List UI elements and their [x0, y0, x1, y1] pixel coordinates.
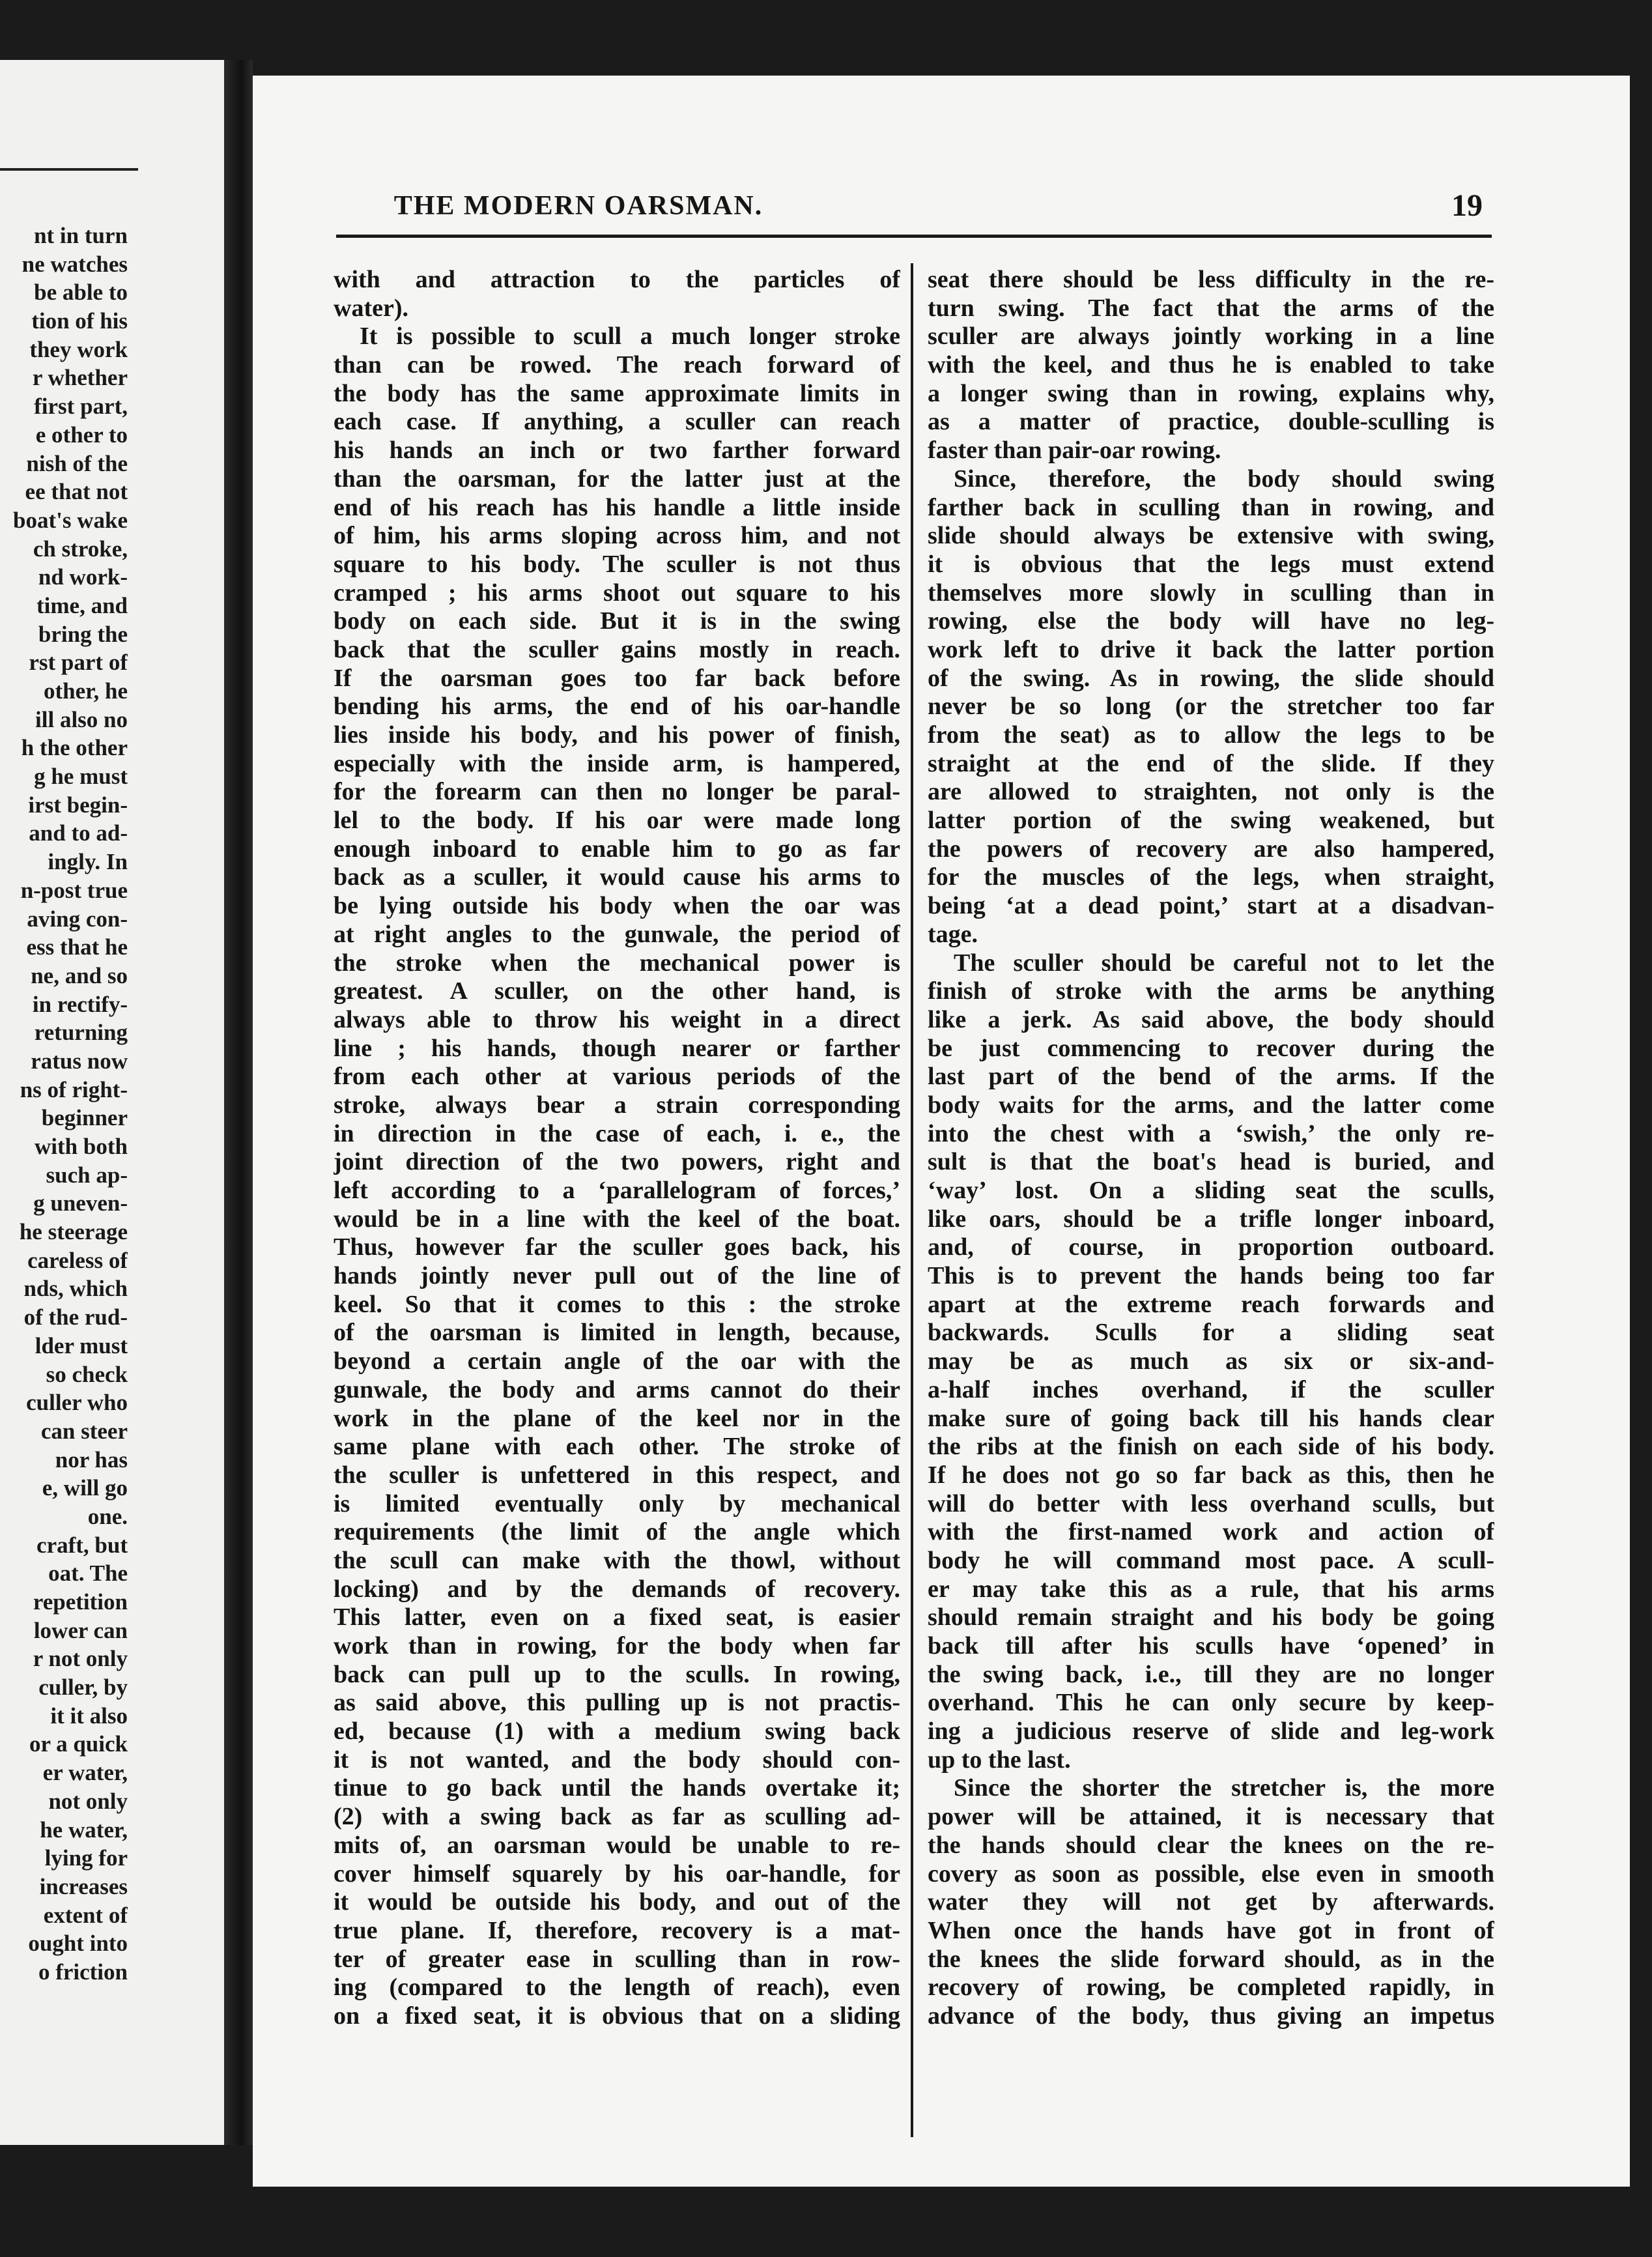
fragment-line: lder must: [35, 1332, 128, 1359]
text-line: The sculler should be careful not to let the: [954, 949, 1494, 977]
text-line: water).: [334, 294, 408, 322]
text-line: as a matter of practice, double-sculling is: [928, 408, 1494, 436]
text-line: his hands an inch or two farther forward: [334, 437, 900, 465]
fragment-line: so check: [46, 1361, 128, 1387]
text-line: for the muscles of the legs, when straight,: [928, 863, 1494, 891]
text-line: be lying outside his body when the oar was: [334, 892, 900, 920]
text-line: than the oarsman, for the latter just at the: [334, 465, 900, 493]
text-line: themselves more slowly in sculling than in: [928, 579, 1494, 607]
text-line: may be as much as six or six-and-: [928, 1347, 1494, 1375]
text-line: This is to prevent the hands being too far: [928, 1262, 1494, 1290]
text-line: with and attraction to the particles of: [334, 266, 900, 293]
text-line: straight at the end of the slide. If they: [928, 749, 1494, 777]
page-number: 19: [1451, 188, 1483, 223]
text-line: covery as soon as possible, else even in smooth: [928, 1860, 1494, 1888]
text-line: will do better with less overhand sculls, but: [928, 1489, 1494, 1517]
text-line: finish of stroke with the arms be anything: [928, 977, 1494, 1005]
text-line: lel to the body. If his oar were made long: [334, 807, 900, 835]
text-line: hands jointly never pull out of the line of: [334, 1262, 900, 1290]
fragment-line: ingly. In: [48, 849, 128, 875]
text-line: the sculler is unfettered in this respect, and: [334, 1461, 900, 1489]
left-page-rule: [0, 168, 138, 171]
fragment-line: careless of: [27, 1247, 128, 1273]
text-line: back till after his sculls have ‘opened’ in: [928, 1632, 1494, 1660]
fragment-line: nd work-: [38, 564, 128, 590]
text-line: body waits for the arms, and the latter come: [928, 1091, 1494, 1119]
text-line: overhand. This he can only secure by keep-: [928, 1689, 1494, 1717]
fragment-line: g he must: [34, 764, 128, 790]
fragment-line: oat. The: [48, 1560, 128, 1587]
text-line: it would be outside his body, and out of the: [334, 1888, 900, 1916]
text-line: rowing, else the body will have no leg-: [928, 607, 1494, 635]
text-line: ing (compared to the length of reach), even: [334, 1974, 900, 2002]
text-line: it is obvious that the legs must extend: [928, 550, 1494, 578]
fragment-line: ne, and so: [31, 962, 128, 988]
fragment-line: tion of his: [31, 308, 128, 334]
fragment-line: nt in turn: [34, 223, 128, 248]
text-line: joint direction of the two powers, right and: [334, 1148, 900, 1176]
text-line: power will be attained, it is necessary that: [928, 1803, 1494, 1831]
fragment-line: of the rud-: [23, 1304, 128, 1330]
text-line: er may take this as a rule, that his arms: [928, 1575, 1494, 1603]
text-line: recovery of rowing, be completed rapidly, in: [928, 1974, 1494, 2002]
fragment-line: ne watches: [21, 251, 128, 277]
fragment-line: lower can: [33, 1617, 128, 1643]
fragment-line: extent of: [43, 1902, 128, 1928]
text-line: true plane. If, therefore, recovery is a mat-: [334, 1916, 900, 1944]
fragment-line: be able to: [34, 280, 128, 306]
fragment-line: increases: [39, 1873, 128, 1899]
text-line: especially with the inside arm, is hampered,: [334, 749, 900, 777]
text-line: back that the sculler gains mostly in reach.: [334, 635, 900, 663]
fragment-line: nish of the: [26, 450, 128, 476]
text-line: of him, his arms sloping across him, and not: [334, 522, 900, 550]
text-line: last part of the bend of the arms. If the: [928, 1063, 1494, 1091]
text-line: up to the last.: [928, 1746, 1071, 1774]
text-line: keel. So that it comes to this : the stroke: [334, 1290, 900, 1318]
text-line: of the swing. As in rowing, the slide should: [928, 664, 1494, 692]
text-line: farther back in sculling than in rowing, and: [928, 493, 1494, 521]
text-line: faster than pair-oar rowing.: [928, 437, 1221, 465]
fragment-line: ee that not: [25, 479, 128, 505]
text-line: Since the shorter the stretcher is, the more: [954, 1774, 1494, 1802]
text-line: Since, therefore, the body should swing: [954, 465, 1494, 493]
fragment-line: he water,: [40, 1817, 128, 1843]
fragment-line: craft, but: [36, 1532, 128, 1558]
text-line: from the seat) as to allow the legs to be: [928, 721, 1494, 749]
fragment-line: they work: [29, 336, 128, 362]
text-line: cover himself squarely by his oar-handle, for: [334, 1860, 900, 1888]
text-line: as said above, this pulling up is not practis-: [334, 1689, 900, 1717]
text-line: never be so long (or the stretcher too far: [928, 693, 1494, 721]
fragment-line: he steerage: [19, 1219, 128, 1245]
header-rule: [336, 235, 1492, 238]
text-line: If he does not go so far back as this, then he: [928, 1461, 1494, 1489]
fragment-line: such ap-: [46, 1162, 128, 1188]
text-line: the ribs at the finish on each side of his body.: [928, 1433, 1494, 1461]
text-line: into the chest with a ‘swish,’ the only re-: [928, 1119, 1494, 1147]
text-line: tinue to go back until the hands overtake it;: [334, 1774, 900, 1802]
text-line: with the first-named work and action of: [928, 1518, 1494, 1546]
fragment-line: irst begin-: [28, 792, 128, 818]
text-line: body he will command most pace. A scull-: [928, 1546, 1494, 1574]
text-line: are allowed to straighten, not only is the: [928, 778, 1494, 806]
text-line: at right angles to the gunwale, the period of: [334, 920, 900, 948]
text-line: always able to throw his weight in a direct: [334, 1005, 900, 1033]
text-line: is limited eventually only by mechanical: [334, 1489, 900, 1517]
text-line: the body has the same approximate limits in: [334, 379, 900, 407]
text-line: sult is that the boat's head is buried, and: [928, 1148, 1494, 1176]
text-line: a-half inches overhand, if the sculler: [928, 1375, 1494, 1403]
text-line: than can be rowed. The reach forward of: [334, 351, 900, 379]
text-line: the hands should clear the knees on the re-: [928, 1831, 1494, 1859]
text-line: ing a judicious reserve of slide and leg-work: [928, 1718, 1494, 1746]
text-line: make sure of going back till his hands clear: [928, 1404, 1494, 1432]
fragment-line: r whether: [32, 365, 128, 391]
fragment-line: nds, which: [23, 1276, 128, 1302]
text-line: ed, because (1) with a medium swing back: [334, 1718, 900, 1746]
text-line: back can pull up to the sculls. In rowing,: [334, 1660, 900, 1688]
fragment-line: one.: [87, 1503, 128, 1529]
fragment-line: ch stroke,: [33, 536, 128, 562]
fragment-line: or a quick: [29, 1731, 128, 1757]
text-line: latter portion of the swing weakened, but: [928, 807, 1494, 835]
text-line: work left to drive it back the latter portion: [928, 635, 1494, 663]
text-line: It is possible to scull a much longer stroke: [360, 323, 900, 351]
text-line: gunwale, the body and arms cannot do their: [334, 1375, 900, 1403]
fragment-line: h the other: [21, 735, 128, 761]
text-line: work than in rowing, for the body when far: [334, 1632, 900, 1660]
text-line: advance of the body, thus giving an impetus: [928, 2002, 1494, 2030]
fragment-line: first part,: [34, 394, 128, 420]
text-line: like a jerk. As said above, the body should: [928, 1005, 1494, 1033]
text-line: apart at the extreme reach forwards and: [928, 1290, 1494, 1318]
fragment-line: culler who: [26, 1390, 128, 1416]
text-line: of the oarsman is limited in length, because,: [334, 1319, 900, 1347]
fragment-line: beginner: [41, 1105, 128, 1131]
fragment-line: returning: [34, 1020, 128, 1046]
text-line: backwards. Sculls for a sliding seat: [928, 1319, 1494, 1347]
left-page-text-fragment: [0, 222, 128, 1987]
text-line: with the keel, and thus he is enabled to take: [928, 351, 1494, 379]
fragment-line: ought into: [28, 1931, 128, 1957]
text-line: greatest. A sculler, on the other hand, is: [334, 977, 900, 1005]
fragment-line: rst part of: [29, 650, 128, 676]
text-line: If the oarsman goes too far back before: [334, 664, 900, 692]
text-line: for the forearm can then no longer be paral-: [334, 778, 900, 806]
text-line: (2) with a swing back as far as sculling ad-: [334, 1803, 900, 1831]
fragment-line: e, will go: [42, 1475, 128, 1501]
text-line: the knees the slide forward should, as in the: [928, 1945, 1494, 1973]
text-line: be just commencing to recover during the: [928, 1034, 1494, 1062]
text-line: bending his arms, the end of his oar-handle: [334, 693, 900, 721]
running-title: THE MODERN OARSMAN.: [393, 191, 763, 221]
text-line: requirements (the limit of the angle which: [334, 1518, 900, 1546]
text-line: should remain straight and his body be going: [928, 1603, 1494, 1632]
fragment-line: ess that he: [26, 934, 128, 960]
text-line: ‘way’ lost. On a sliding seat the sculls,: [928, 1177, 1494, 1204]
fragment-line: ill also no: [35, 706, 128, 732]
fragment-line: repetition: [33, 1589, 128, 1615]
fragment-line: n-post true: [20, 877, 128, 903]
text-line: being ‘at a dead point,’ start at a disadvan-: [928, 892, 1494, 920]
text-column-right: [928, 266, 1494, 2031]
text-line: from each other at various periods of the: [334, 1063, 900, 1091]
fragment-line: o friction: [38, 1959, 128, 1985]
fragment-line: nor has: [55, 1446, 128, 1473]
fragment-line: g uneven-: [33, 1190, 128, 1216]
text-line: When once the hands have got in front of: [928, 1916, 1494, 1944]
text-line: in direction in the case of each, i. e., the: [334, 1119, 900, 1147]
fragment-line: r not only: [33, 1646, 128, 1672]
text-line: enough inboard to enable him to go as far: [334, 835, 900, 863]
text-line: This latter, even on a fixed seat, is easier: [334, 1603, 900, 1632]
text-line: the powers of recovery are also hampered,: [928, 835, 1494, 863]
text-line: turn swing. The fact that the arms of the: [928, 294, 1494, 322]
fragment-line: other, he: [44, 678, 128, 704]
text-line: line ; his hands, though nearer or farther: [334, 1034, 900, 1062]
text-line: same plane with each other. The stroke of: [334, 1433, 900, 1461]
text-line: a longer swing than in rowing, explains why,: [928, 379, 1494, 407]
fragment-line: can steer: [40, 1418, 128, 1444]
text-line: end of his reach has his handle a little inside: [334, 493, 900, 521]
text-line: Thus, however far the sculler goes back, his: [334, 1233, 900, 1261]
text-line: water they will not get by afterwards.: [928, 1888, 1494, 1916]
fragment-line: with both: [35, 1134, 128, 1159]
book-spine: [224, 60, 253, 2145]
fragment-line: lying for: [44, 1845, 128, 1871]
text-line: square to his body. The sculler is not thus: [334, 550, 900, 578]
fragment-line: ratus now: [31, 1048, 128, 1074]
text-line: seat there should be less difficulty in the re-: [928, 266, 1494, 293]
fragment-line: in rectify-: [32, 991, 128, 1017]
text-line: the swing back, i.e., till they are no longer: [928, 1660, 1494, 1688]
text-line: each case. If anything, a sculler can reach: [334, 408, 900, 436]
fragment-line: boat's wake: [13, 507, 128, 533]
fragment-line: bring the: [38, 621, 128, 647]
text-line: beyond a certain angle of the oar with the: [334, 1347, 900, 1375]
fragment-line: culler, by: [38, 1675, 128, 1701]
text-line: the stroke when the mechanical power is: [334, 949, 900, 977]
column-divider: [911, 263, 913, 2137]
text-line: mits of, an oarsman would be unable to re-: [334, 1831, 900, 1859]
text-line: stroke, always bear a strain corresponding: [334, 1091, 900, 1119]
text-line: cramped ; his arms shoot out square to his: [334, 579, 900, 607]
fragment-line: e other to: [35, 422, 128, 448]
fragment-line: time, and: [36, 592, 128, 618]
fragment-line: and to ad-: [29, 820, 128, 846]
text-line: work in the plane of the keel nor in the: [334, 1404, 900, 1432]
text-line: ter of greater ease in sculling than in row-: [334, 1945, 900, 1973]
fragment-line: er water,: [42, 1760, 128, 1786]
text-line: sculler are always jointly working in a line: [928, 323, 1494, 351]
text-line: slide should always be extensive with swing,: [928, 522, 1494, 550]
text-line: the scull can make with the thowl, without: [334, 1546, 900, 1574]
text-line: and, of course, in proportion outboard.: [928, 1233, 1494, 1261]
text-line: like oars, should be a trifle longer inboard,: [928, 1205, 1494, 1233]
fragment-line: not only: [48, 1788, 128, 1814]
text-line: lies inside his body, and his power of finish,: [334, 721, 900, 749]
text-line: would be in a line with the keel of the boat.: [334, 1205, 900, 1233]
text-line: on a fixed seat, it is obvious that on a sliding: [334, 2002, 900, 2030]
fragment-line: aving con-: [27, 906, 128, 932]
text-line: left according to a ‘parallelogram of forces,’: [334, 1177, 900, 1204]
text-line: tage.: [928, 920, 978, 948]
text-line: back as a sculler, it would cause his arms to: [334, 863, 900, 891]
text-line: body on each side. But it is in the swing: [334, 607, 900, 635]
text-column-left: [334, 266, 900, 2031]
text-line: it is not wanted, and the body should con-: [334, 1746, 900, 1774]
text-line: locking) and by the demands of recovery.: [334, 1575, 900, 1603]
fragment-line: it it also: [50, 1703, 128, 1729]
fragment-line: ns of right-: [20, 1076, 128, 1102]
